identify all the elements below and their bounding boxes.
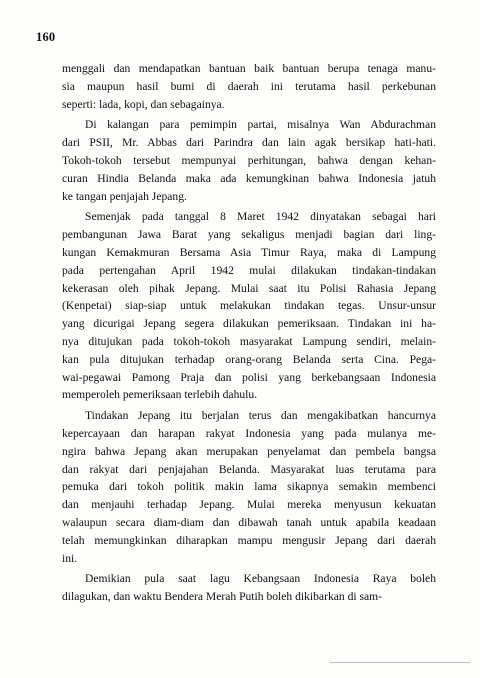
text-line: kekerasan oleh pihak Jepang. Mulai saat itu Polisi Rahasia Jepang [62, 281, 436, 295]
text-line: menggali dan mendapatkan bantuan baik bantuan berupa tenaga manu- [62, 62, 436, 75]
text-line: memperoleh pemeriksaan terlebih dahulu. [62, 388, 258, 402]
text-line: dari PSII, Mr. Abbas dari Parindra dan lain agak bersikap hati-hati. [62, 136, 436, 150]
text-line: seperti: lada, kopi, dan sebagainya. [62, 97, 225, 111]
page-number: 160 [36, 30, 56, 44]
paragraph [62, 407, 436, 567]
text-line: (Kenpetai) siap-siap untuk melakukan tindakan tegas. Unsur-unsur [62, 299, 436, 313]
paragraph [62, 208, 436, 404]
text-line: Di kalangan para pemimpin partai, misalnya Wan Abdurachman [85, 118, 436, 132]
text-line: nya ditujukan pada tokoh-tokoh masyarakat Lampung sendiri, melain- [62, 334, 436, 348]
body-text [62, 60, 436, 606]
text-line: pembangunan Jawa Barat yang sekaligus menjadi bagian dari ling- [62, 228, 436, 242]
text-line: pemuka dari tokoh politik makin lama sikapnya semakin membenci [62, 480, 436, 494]
text-line: Semenjak pada tanggal 8 Maret 1942 dinyatakan sebagai hari [85, 210, 436, 224]
paragraph [62, 116, 436, 205]
page-bottom-rule [330, 662, 470, 663]
text-line: ini. [62, 551, 78, 565]
text-line: curan Hindia Belanda maka ada kemungkinan bahwa Indonesia jatuh [62, 171, 436, 185]
text-line: sia maupun hasil bumi di daerah ini terutama hasil perkebunan [62, 79, 436, 93]
text-line: dan rakyat dari penjajahan Belanda. Masyarakat luas terutama para [62, 462, 436, 476]
text-line: walaupun secara diam-diam dan dibawah tanah untuk apabila keadaan [62, 515, 436, 529]
text-line: Tokoh-tokoh tersebut mempunyai perhitungan, bahwa dengan kehan- [62, 153, 436, 167]
text-line: dilagukan, dan waktu Bendera Merah Putih boleh dikibarkan di sam- [62, 590, 383, 604]
text-line: Tindakan Jepang itu berjalan terus dan mengakibatkan hancurnya [85, 409, 436, 423]
text-line: pada pertengahan April 1942 mulai dilakukan tindakan-tindakan [62, 263, 436, 277]
text-line: kan pula ditujukan terhadap orang-orang Belanda serta Cina. Pega- [62, 352, 436, 366]
text-line: Demikian pula saat lagu Kebangsaan Indonesia Raya boleh [85, 572, 436, 586]
text-line: telah memungkinkan diharapkan mampu mengusir Jepang dari daerah [62, 533, 436, 547]
text-line: ngira bahwa Jepang akan merupakan penyelamat dan pembela bangsa [62, 444, 436, 458]
paragraph [62, 570, 436, 606]
text-line: kungan Kemakmuran Bersama Asia Timur Raya, maka di Lampung [62, 245, 436, 259]
text-line: ke tangan penjajah Jepang. [62, 189, 187, 203]
text-line: wai-pegawai Pamong Praja dan polisi yang berkebangsaan Indonesia [62, 370, 436, 384]
text-line: dan menjauhi terhadap Jepang. Mulai mereka menyusun kekuatan [62, 498, 436, 512]
paragraph [62, 60, 436, 113]
text-line: yang dicurigai Jepang segera dilakukan pemeriksaan. Tindakan ini ha- [62, 317, 436, 331]
text-line: kepercayaan dan harapan rakyat Indonesia yang pada mulanya me- [62, 426, 436, 440]
